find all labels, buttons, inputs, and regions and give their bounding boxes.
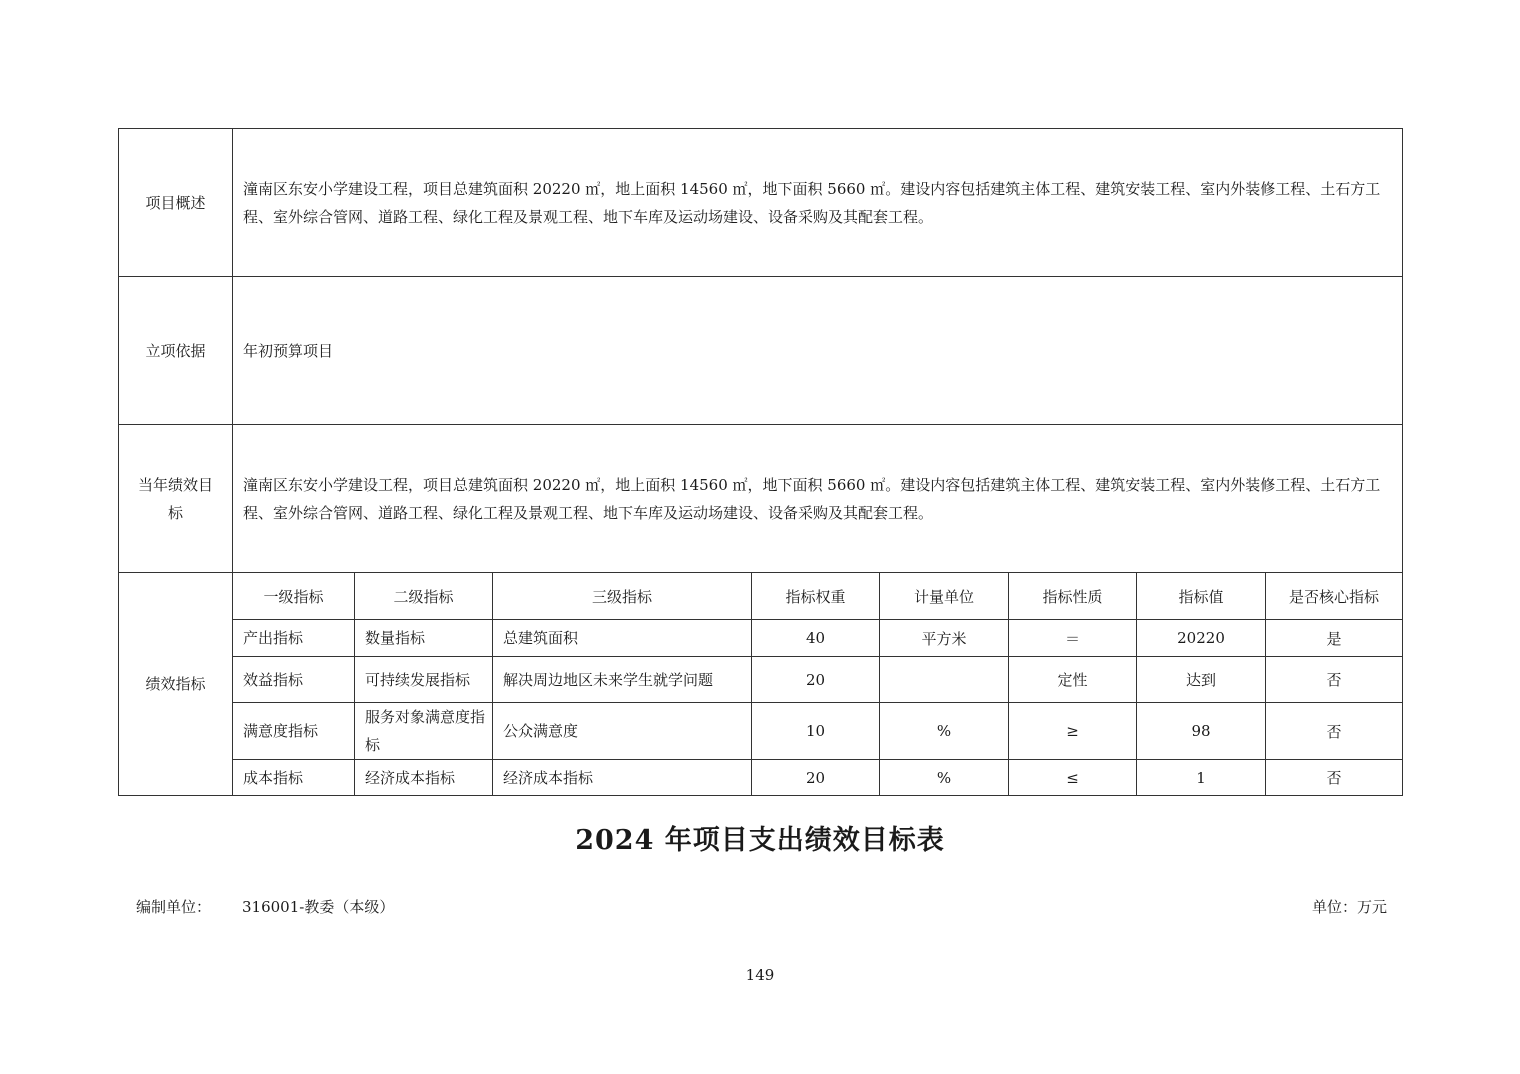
cell-level2: 可持续发展指标 — [355, 657, 493, 703]
cell-unit: % — [880, 760, 1009, 796]
table-row — [119, 703, 1403, 760]
cell-level3: 经济成本指标 — [493, 760, 752, 796]
cell-nature: ≥ — [1009, 703, 1137, 760]
indicator-header-row — [119, 573, 1403, 620]
header-weight: 指标权重 — [752, 573, 880, 620]
cell-level1: 成本指标 — [233, 760, 355, 796]
header-nature: 指标性质 — [1009, 573, 1137, 620]
cell-unit: 平方米 — [880, 620, 1009, 657]
cell-value: 1 — [1137, 760, 1266, 796]
next-table-title: 2024 年项目支出绩效目标表 — [575, 825, 945, 856]
cell-core: 否 — [1266, 657, 1403, 703]
org-value: 316001-教委（本级） — [242, 898, 395, 916]
cell-nature: ＝ — [1009, 620, 1137, 657]
annual-goal-row — [119, 425, 1403, 573]
header-unit: 计量单位 — [880, 573, 1009, 620]
basis-text: 年初预算项目 — [233, 277, 1403, 425]
table-row — [119, 760, 1403, 796]
header-level1: 一级指标 — [233, 573, 355, 620]
page-number: 149 — [745, 966, 775, 984]
table-row — [119, 657, 1403, 703]
cell-weight: 20 — [752, 760, 880, 796]
basis-row — [119, 277, 1403, 425]
table-row — [119, 620, 1403, 657]
cell-level3: 公众满意度 — [493, 703, 752, 760]
cell-level3: 解决周边地区未来学生就学问题 — [493, 657, 752, 703]
cell-nature: ≤ — [1009, 760, 1137, 796]
overview-label: 项目概述 — [119, 129, 233, 277]
header-value: 指标值 — [1137, 573, 1266, 620]
header-level2: 二级指标 — [355, 573, 493, 620]
cell-level2: 数量指标 — [355, 620, 493, 657]
cell-level2: 服务对象满意度指标 — [355, 703, 493, 760]
cell-level3: 总建筑面积 — [493, 620, 752, 657]
overview-text: 潼南区东安小学建设工程，项目总建筑面积 20220 ㎡，地上面积 14560 ㎡，地下面积 5660 ㎡。建设内容包括建筑主体工程、建筑安装工程、室内外装修工程、土石方工程、室外综合管网、道路工程、绿化工程及景观工程、地下车库及运动场建设、设备采购及其配套工程。 — [233, 129, 1403, 277]
basis-label: 立项依据 — [119, 277, 233, 425]
cell-unit — [880, 657, 1009, 703]
header-level3: 三级指标 — [493, 573, 752, 620]
performance-table — [118, 128, 1403, 796]
cell-core: 否 — [1266, 760, 1403, 796]
annual-goal-label: 当年绩效目标 — [119, 425, 233, 573]
cell-level1: 效益指标 — [233, 657, 355, 703]
cell-value: 20220 — [1137, 620, 1266, 657]
cell-value: 98 — [1137, 703, 1266, 760]
cell-unit: % — [880, 703, 1009, 760]
cell-core: 是 — [1266, 620, 1403, 657]
cell-level1: 产出指标 — [233, 620, 355, 657]
indicators-label: 绩效指标 — [119, 573, 233, 796]
unit-label: 单位：万元 — [1312, 898, 1388, 916]
overview-row — [119, 129, 1403, 277]
cell-level2: 经济成本指标 — [355, 760, 493, 796]
cell-core: 否 — [1266, 703, 1403, 760]
org-label: 编制单位： — [136, 898, 212, 916]
cell-value: 达到 — [1137, 657, 1266, 703]
annual-goal-text: 潼南区东安小学建设工程，项目总建筑面积 20220 ㎡，地上面积 14560 ㎡，地下面积 5660 ㎡。建设内容包括建筑主体工程、建筑安装工程、室内外装修工程、土石方工程、室外综合管网、道路工程、绿化工程及景观工程、地下车库及运动场建设、设备采购及其配套工程。 — [233, 425, 1403, 573]
cell-weight: 40 — [752, 620, 880, 657]
cell-weight: 10 — [752, 703, 880, 760]
cell-nature: 定性 — [1009, 657, 1137, 703]
cell-weight: 20 — [752, 657, 880, 703]
header-core: 是否核心指标 — [1266, 573, 1403, 620]
cell-level1: 满意度指标 — [233, 703, 355, 760]
